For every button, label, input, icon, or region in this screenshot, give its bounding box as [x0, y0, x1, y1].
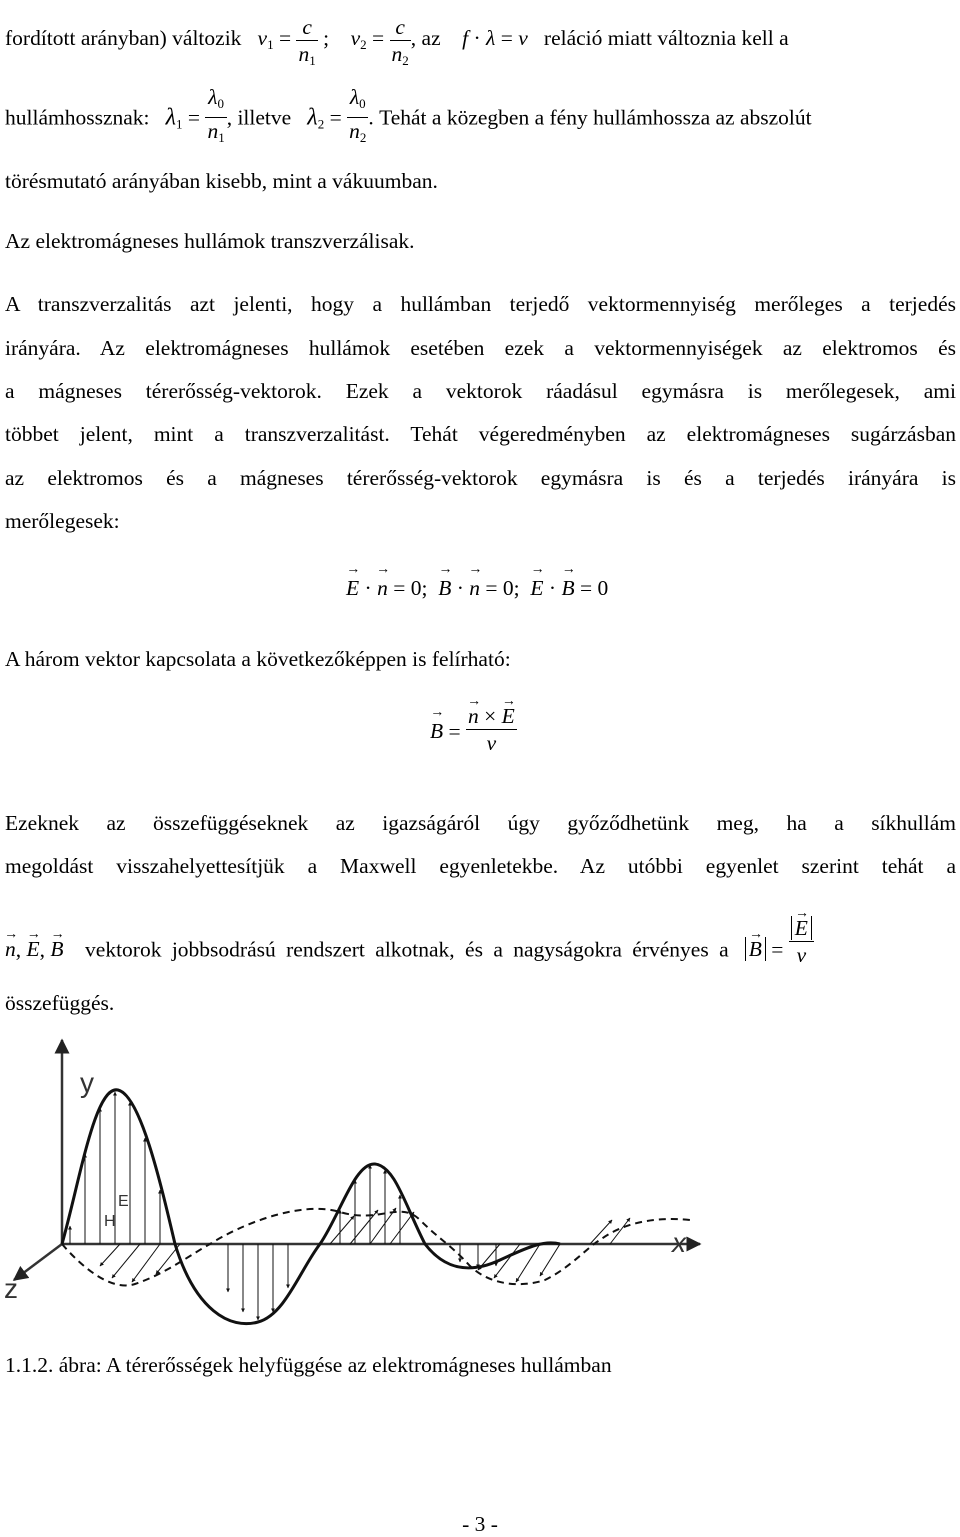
- math-v2: v: [350, 25, 361, 50]
- orthogonality-equation: → E · → n = 0; → B · → n = 0; → E · → B = 0: [346, 576, 608, 601]
- e-field-arrows: [70, 1092, 496, 1320]
- paragraph-1-line-6: merőlegesek:: [5, 509, 120, 533]
- z-axis: [14, 1244, 62, 1280]
- section-heading: Az elektromágneses hullámok transzverzálisak.: [5, 229, 415, 253]
- page-number: - 3 -: [462, 1512, 498, 1536]
- text-line-2: hullámhossznak: $\lambda_1$ = $\frac{\lambda_0}{n_1}$ , illetve $\lambda_2$ = $\frac{\lambda_0}{n_2}$ . Tehát a közegben a fény hullámhossza az abszolút: [5, 86, 956, 153]
- label-H: H: [104, 1213, 116, 1230]
- figure-caption: 1.1.2. ábra: A térerősségek helyfüggése az elektromágneses hullámban: [5, 1353, 612, 1377]
- paragraph-1-line-5: az elektromos és a mágneses térerősség-vektorok egymásra is és a terjedés irányára is: [5, 466, 956, 490]
- axis-label-z: z: [4, 1273, 18, 1304]
- text-line-3: törésmutató arányában kisebb, mint a vákuumban.: [5, 169, 438, 193]
- axis-label-x: x: [672, 1227, 686, 1258]
- axis-label-y: y: [80, 1067, 94, 1098]
- fraction-lambda0-n2: $\frac{\lambda_0}{n_2}$: [349, 85, 367, 145]
- fraction-c-n2: $\frac{c}{n_2}$: [391, 15, 409, 68]
- paragraph-1-line-3: a mágneses térerősség-vektorok. Ezek a vektorok ráadásul egymásra is merőlegesek, ami: [5, 379, 956, 403]
- fraction-lambda0-n1: $\frac{\lambda_0}{n_1}$: [207, 85, 225, 145]
- math-v1: v: [257, 25, 268, 50]
- fraction-c-n1: $\frac{c}{n_1}$: [298, 15, 316, 68]
- text-line-1: fordított arányban) változik $v_1$ = $\frac{c}{n_1}$ ; $v_2$ = $\frac{c}{n_2}$ , az f · λ = v reláció miatt változnia kell a: [5, 10, 956, 70]
- e-field-wave: [62, 1090, 560, 1324]
- paragraph-1-line-1: A transzverzalitás azt jelenti, hogy a hullámban terjedő vektormennyiség merőleges a terjedés: [5, 292, 956, 316]
- paragraph-1-line-4: többet jelent, mint a transzverzalitást. Tehát végeredményben az elektromágneses sugárzásban: [5, 422, 956, 446]
- paragraph-2: A három vektor kapcsolata a következőképpen is felírható:: [5, 647, 511, 671]
- cross-product-equation: → B = → $\frac{n \times \to E}{v}$: [430, 707, 517, 760]
- paragraph-3-line-1: Ezeknek az összefüggéseknek az igazságáról úgy győződhetünk meg, ha a síkhullám: [5, 811, 956, 835]
- paragraph-3-line-3: → n, → E, → B vektorok jobbsodrású rendszert alkotnak, és a nagyságokra érvényes a → B = → $\frac{E}{v}$: [5, 925, 956, 978]
- label-E: E: [118, 1193, 129, 1210]
- paragraph-3-line-4: összefüggés.: [5, 991, 115, 1015]
- paragraph-3-line-2: megoldást visszahelyettesítjük a Maxwell egyenletekbe. Az utóbbi egyenlet szerint tehát a: [5, 854, 956, 878]
- em-wave-figure: [0, 1030, 720, 1330]
- paragraph-1-line-2: irányára. Az elektromágneses hullámok esetében ezek a vektormennyiségek az elektromos és: [5, 336, 956, 360]
